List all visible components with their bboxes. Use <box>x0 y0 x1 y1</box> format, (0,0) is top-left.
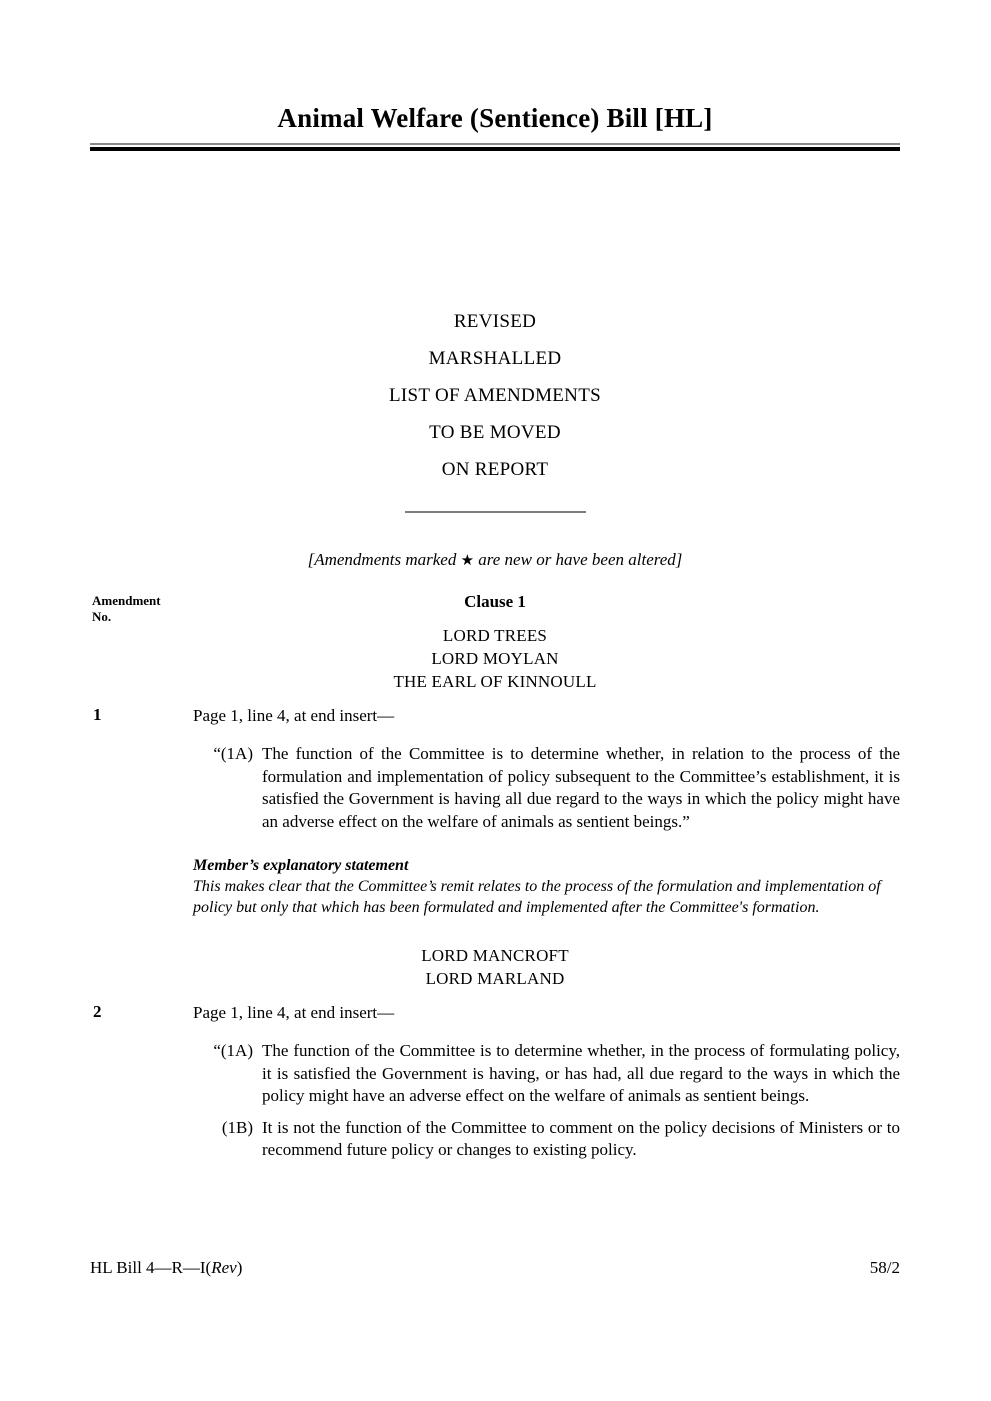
quoted-paragraph-label: “(1A) <box>213 1041 253 1060</box>
amendment-quoted-text <box>193 743 900 833</box>
bill-reference-rev: Rev <box>211 1258 237 1277</box>
sponsor-name: LORD MARLAND <box>425 969 565 988</box>
amendment-number: 2 <box>93 1002 102 1021</box>
bill-reference-prefix: HL Bill 4—R—I( <box>90 1258 212 1277</box>
sponsor-name: LORD TREES <box>442 626 548 645</box>
amendment-lead-line: Page 1, line 4, at end insert— <box>193 706 395 725</box>
sponsor-list <box>90 944 900 990</box>
star-legend-note <box>90 550 900 570</box>
amendment-number: 1 <box>93 705 102 724</box>
clause-heading: Clause 1 <box>464 592 526 611</box>
bill-reference <box>90 1258 242 1278</box>
star-note-prefix: [Amendments marked <box>307 550 461 569</box>
amendment-quoted-text <box>193 1040 900 1162</box>
quoted-paragraph <box>193 1040 900 1108</box>
member-explanatory-statement <box>193 855 900 918</box>
explanatory-statement-title: Member’s explanatory statement <box>193 857 409 874</box>
quoted-paragraph <box>193 743 900 833</box>
heading-line-list-of-amendments: LIST OF AMENDMENTS <box>389 385 601 406</box>
column-label-line1: Amendment <box>92 593 161 608</box>
heading-line-to-be-moved: TO BE MOVED <box>429 422 561 443</box>
quoted-paragraph <box>193 1117 900 1162</box>
star-icon: ★ <box>460 553 475 569</box>
star-note-suffix: are new or have been altered] <box>474 550 683 569</box>
document-heading-stack <box>90 303 900 488</box>
heading-line-marshalled: MARSHALLED <box>428 348 562 369</box>
sponsor-name: LORD MOYLAN <box>431 649 559 668</box>
bill-reference-suffix: ) <box>236 1258 243 1277</box>
title-divider <box>90 143 900 151</box>
heading-line-on-report: ON REPORT <box>441 459 549 480</box>
amendments-content <box>90 592 900 1162</box>
sponsor-name: LORD MANCROFT <box>421 946 569 965</box>
quoted-paragraph-text: The function of the Committee is to determine whether, in the process of formulating policy, it is satisfied the Government is having, or has had, all due regard to the ways in which the policy might have an adverse effect on the welfare of animals as sentient beings. <box>262 1041 900 1105</box>
quoted-paragraph-label: “(1A) <box>213 744 253 763</box>
heading-line-revised: REVISED <box>453 311 537 332</box>
quoted-paragraph-label: (1B) <box>221 1117 253 1137</box>
column-label-line2: No. <box>92 609 112 624</box>
page-number: 58/2 <box>869 1258 900 1277</box>
quoted-paragraph-text: It is not the function of the Committee to comment on the policy decisions of Ministers or to recommend future policy or changes to existing policy. <box>262 1117 900 1159</box>
explanatory-statement-body: This makes clear that the Committee’s remit relates to the process of the formulation and implementation of policy but only that which has been formulated and implemented after the Committee's formation. <box>193 878 881 916</box>
sponsor-list <box>90 624 900 693</box>
quoted-paragraph-text: The function of the Committee is to determine whether, in relation to the process of the formulation and implementation of policy subsequent to the Committee’s establishment, it is satisfied the Government is having all due regard to the ways in which the policy might have an adverse effect on the welfare of animals as sentient beings.” <box>262 744 900 831</box>
page-title: Animal Welfare (Sentience) Bill [HL] <box>277 103 713 133</box>
amendment-entry <box>90 705 900 918</box>
divider-thick-line <box>90 147 900 151</box>
section-divider-rule <box>405 511 586 513</box>
sponsor-name: THE EARL OF KINNOULL <box>393 672 597 691</box>
amendment-entry <box>90 1002 900 1162</box>
amendment-lead-line: Page 1, line 4, at end insert— <box>193 1003 395 1022</box>
